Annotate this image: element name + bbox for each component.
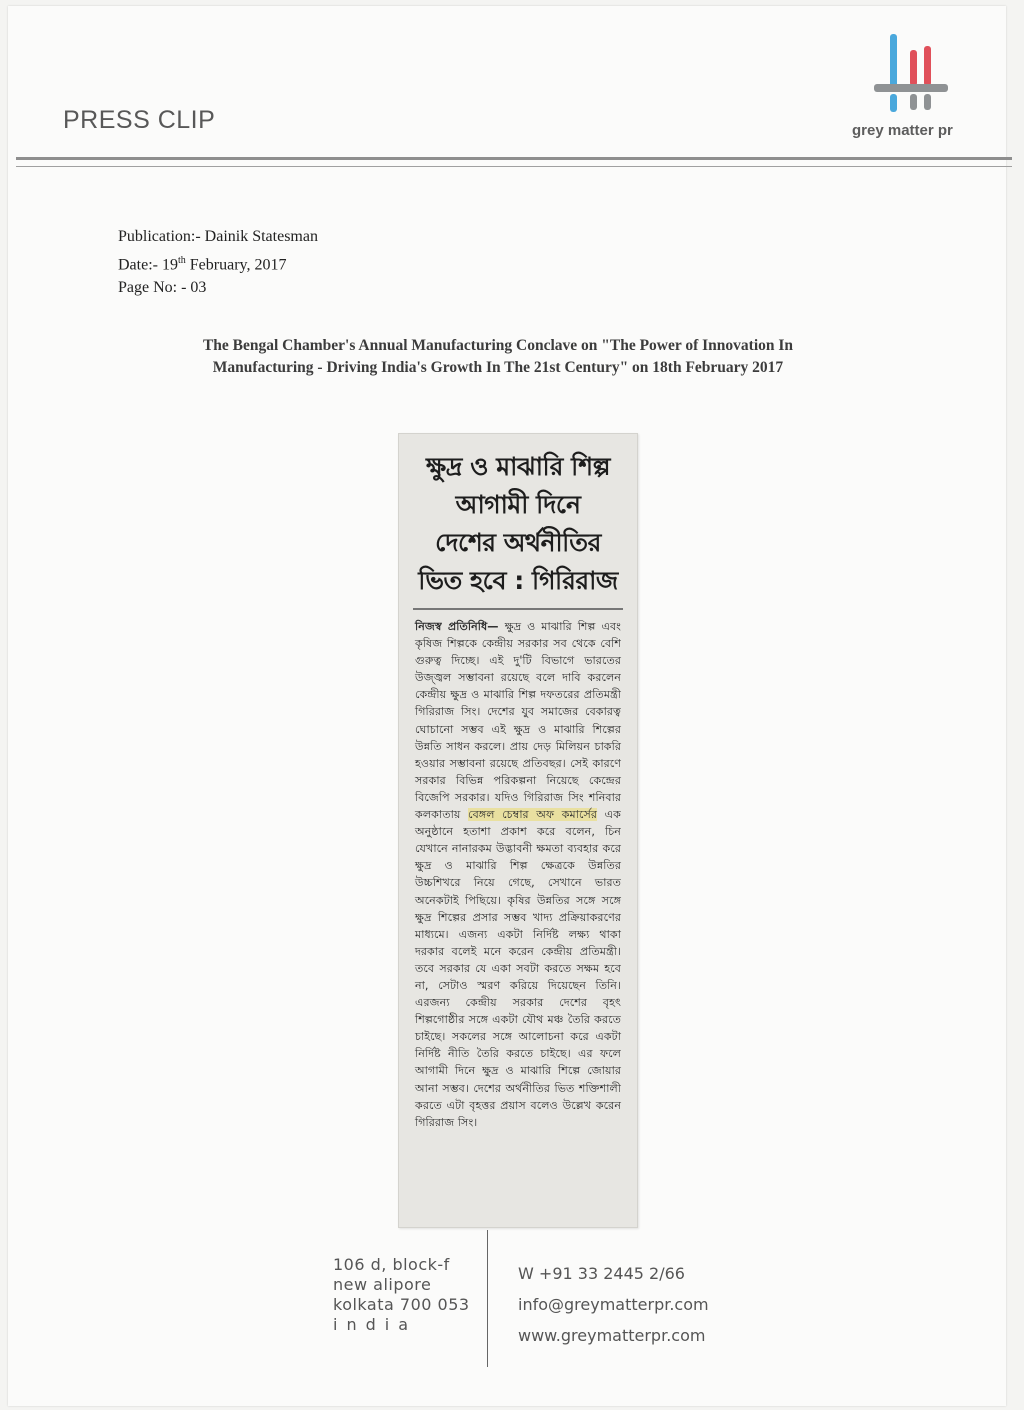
- footer-address: 106 d, block-f new alipore kolkata 700 053 india: [333, 1255, 470, 1334]
- footer-divider: [487, 1230, 488, 1367]
- footer-website[interactable]: www.greymatterpr.com: [518, 1326, 706, 1345]
- clipping-byline: নিজস্ব প্রতিনিধি—: [415, 620, 505, 633]
- newspaper-clipping: [398, 433, 638, 1228]
- footer-contact: [518, 1258, 709, 1351]
- document-page: [8, 6, 1006, 1406]
- logo-wordmark: grey matter pr: [852, 122, 953, 139]
- press-clip-label: PRESS CLIP: [63, 106, 216, 134]
- publication-name: Publication:- Dainik Statesman: [118, 228, 318, 245]
- footer-email[interactable]: info@greymatterpr.com: [518, 1295, 709, 1314]
- highlighted-text: বেঙ্গল চেম্বার অফ কমার্সের: [468, 808, 598, 822]
- clipping-headline: ক্ষুদ্র ও মাঝারি শিল্প আগামী দিনে দেশের অর্থনীতির ভিত হবে : গিরিরাজ: [418, 452, 618, 595]
- event-headline: The Bengal Chamber's Annual Manufacturing Conclave on "The Power of Innovation In Manufacturing - Driving India's Growth In The 21st Century" on 18th February 2017: [202, 337, 794, 376]
- page-number: Page No: - 03: [118, 279, 207, 297]
- footer-phone: W +91 33 2445 2/66: [518, 1264, 685, 1283]
- company-logo: [844, 28, 974, 146]
- publication-meta: [118, 225, 318, 300]
- grey-matter-logo-icon: [874, 28, 952, 118]
- header-rule: [16, 157, 1012, 160]
- publication-date: Date:- 19th February, 2017: [118, 254, 287, 273]
- header-rule-thin: [16, 166, 1012, 167]
- clipping-divider: [413, 608, 623, 610]
- clipping-body: নিজস্ব প্রতিনিধি— ক্ষুদ্র ও মাঝারি শিল্প এবং কৃষিজ শিল্পকে কেন্দ্রীয় সরকার সব থেকে বেশি গুরুত্ব দিচ্ছে। এই দু'টি বিভাগে ভারতের উজ্জ্বল সম্ভাবনা রয়েছে বলে দাবি করলেন কেন্দ্রীয় ক্ষুদ্র ও মাঝারি শিল্প দফতরের প্রতিমন্ত্রী গিরিরাজ সিং। দেশের যুব সমাজের বেকারত্ব ঘোচানো সম্ভব এই ক্ষুদ্র ও মাঝারি শিল্পের উন্নতি সাধন করলে। প্রায় দেড় মিলিয়ন চাকরি হওয়ার সম্ভাবনা রয়েছে প্রতিবছর। সেই কারণে সরকার বিভিন্ন পরিকল্পনা নিয়েছে কেন্দ্রের বিজেপি সরকার। যদিও গিরিরাজ সিং শনিবার কলকাতায় বেঙ্গল চেম্বার অফ কমার্সের এক অনুষ্ঠানে হতাশা প্রকাশ করে বলেন, চিন যেখানে নানারকম উদ্ভাবনী ক্ষমতা ব্যবহার করে ক্ষুদ্র ও মাঝারি শিল্প ক্ষেত্রকে উন্নতির উচ্চশিখরে নিয়ে গেছে, সেখানে ভারত অনেকটাই পিছিয়ে। কৃষির উন্নতির সঙ্গে সঙ্গে ক্ষুদ্র শিল্পের প্রসার সম্ভব খাদ্য প্রক্রিয়াকরণের মাধ্যমে। এজন্য একটা নির্দিষ্ট লক্ষ্য থাকা দরকার বলেই মনে করেন কেন্দ্রীয় প্রতিমন্ত্রী। তবে সরকার যে একা সবটা করতে সক্ষম হবে না, সেটাও স্মরণ করিয়ে দিয়েছেন তিনি। এরজন্য কেন্দ্রীয় সরকার দেশের বৃহৎ শিল্পগোষ্ঠীর সঙ্গে একটা যৌথ মঞ্চ তৈরি করতে চাইছে। সকলের সঙ্গে আলোচনা করে একটা নির্দিষ্ট নীতি তৈরি করতে চাইছে। এর ফলে আগামী দিনে ক্ষুদ্র ও মাঝারি শিল্পে জোয়ার আনা সম্ভব। দেশের অর্থনীতির ভিত শক্তিশালী করতে এটা বৃহত্তর প্রয়াস বলেও উল্লেখ করেন গিরিরাজ সিং।: [415, 620, 621, 1129]
